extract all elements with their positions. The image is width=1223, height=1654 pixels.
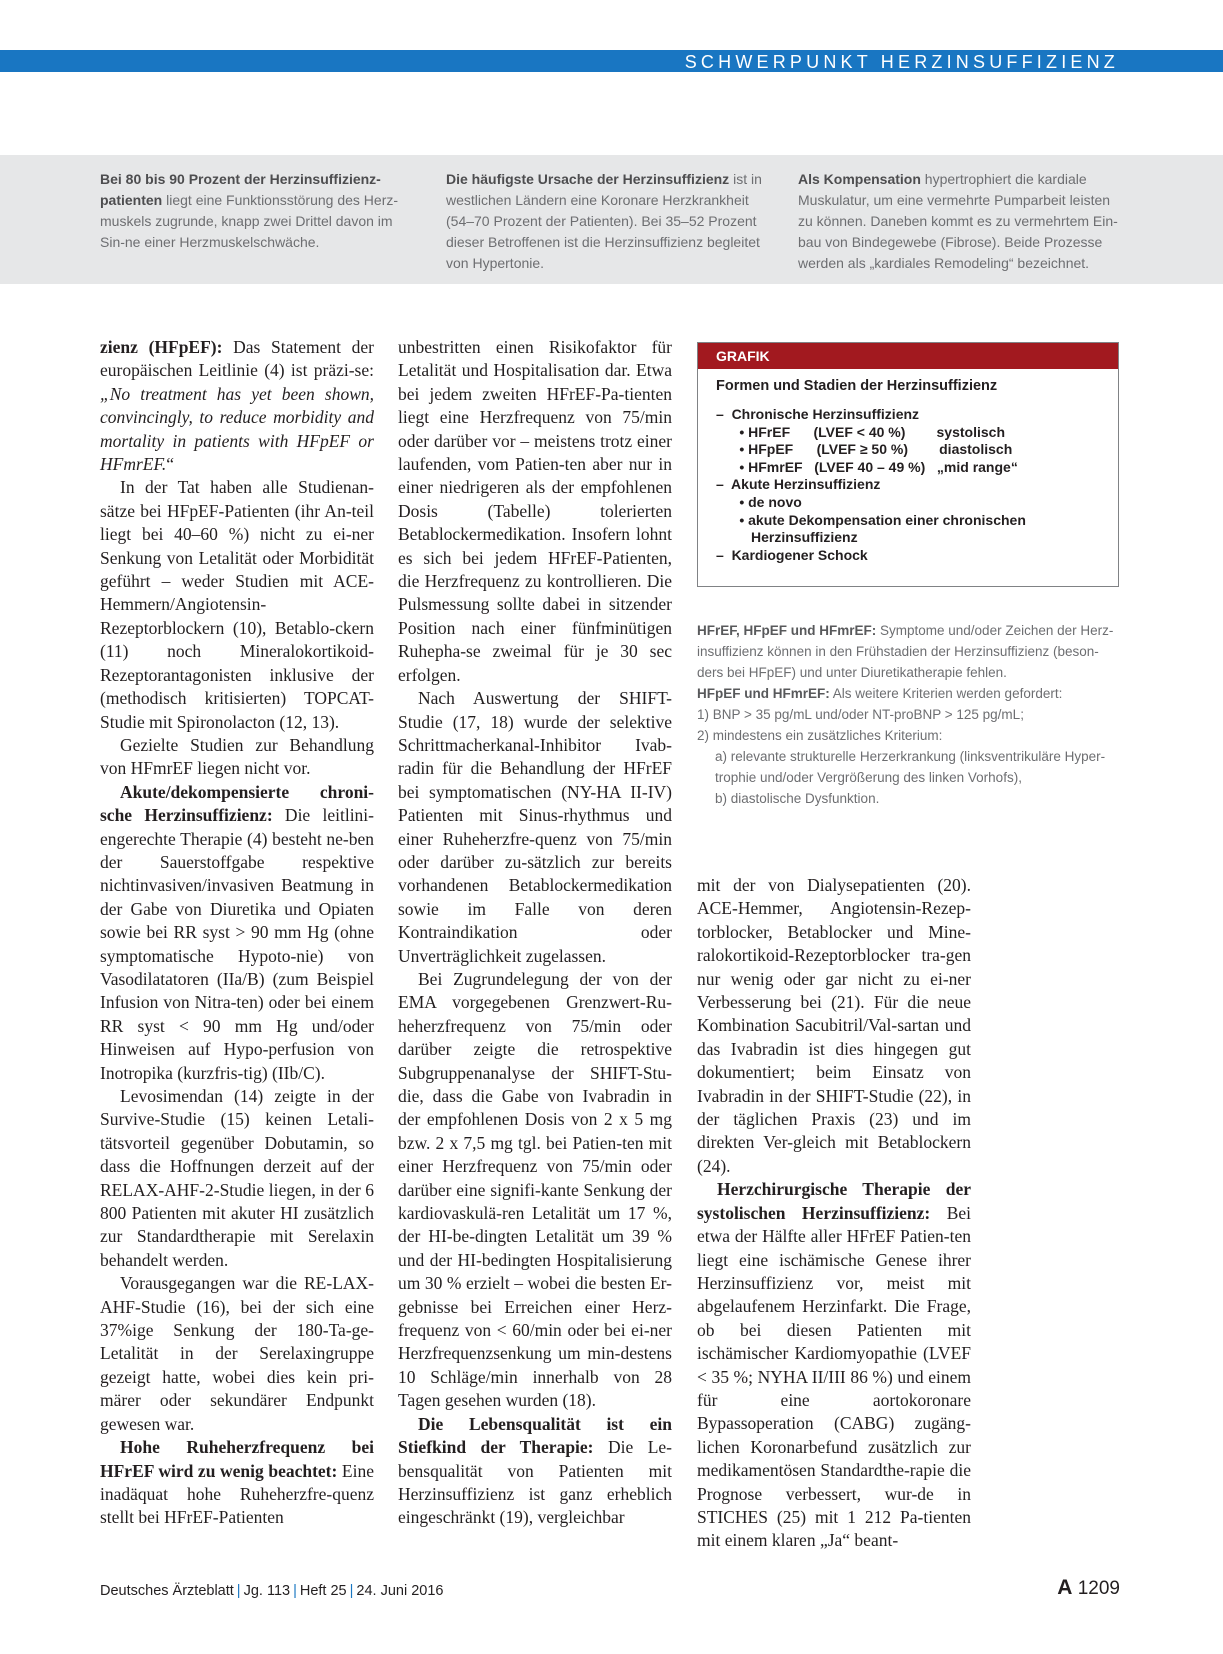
date: 24. Juni 2016 (356, 1583, 444, 1599)
info-box-2-bold: Die häufigste Ursache der Herzinsuffizienz (446, 171, 730, 187)
page-value: 1209 (1077, 1578, 1120, 1599)
quote: „No treatment has yet been shown, convincingly, to reduce morbidity and mortality in patients with HFpEF or HFmrEF. (100, 383, 374, 475)
issue: Heft 25 (299, 1583, 347, 1599)
info-box-2-text: ist in westlichen Ländern eine Koronare Herzkrankheit (54–70 Prozent der Patienten). Bei 35–52 Prozent dieser Betroffenen ist die Herzinsuffizienz begleitet von Hypertonie. (446, 171, 762, 271)
grafik-list-item: Herzinsuffizienz (716, 529, 858, 546)
info-box-column-1 (100, 169, 400, 253)
info-box-1-text: liegt eine Funktionsstörung des Herz-muskels zugrunde, knapp zwei Drittel davon im Sin-ne einer Herzmuskelschwäche. (100, 192, 399, 250)
grafik-list-item: – Kardiogener Schock (716, 546, 868, 563)
page-prefix: A (1057, 1576, 1073, 1599)
paragraph: mit der von Dialysepatienten (20). ACE-Hemmer, Angiotensin-Rezep-torblocker, Betablocker und Mine-ralokortikoid-Rezeptorblocker tra-gen nur wenig oder gar nicht zu ei-ner Verbesserung bei (21). Für die neue Kombination Sacubitril/Val-sartan und das Ivabradin ist dies hingegen gut dokumentiert; beim Einsatz von Ivabradin in der SHIFT-Studie (22), in der täglichen Praxis (23) und im direkten Ver-gleich mit Betablockern (24). (697, 875, 971, 1176)
paragraph (100, 781, 374, 1085)
footer-separator: | (293, 1583, 297, 1599)
grafik-notes (697, 620, 1119, 809)
info-box-3-text: hypertrophiert die kardiale Muskulatur, um eine vermehrte Pumparbeit leisten zu können. Daneben kommt es zu vermehrtem Ein-bau von Bindegewebe (Fibrose). Beide Prozesse werden als „kardiales Remodeling“ bezeichnet. (798, 171, 1118, 271)
paragraph: Vorausgegangen war die RE-LAX-AHF-Studie (16), bei der sich eine 37%ige Senkung der 180-Ta-ge-Letalität in der Serelaxingruppe gezeigt hatte, wobei dies kein pri-märer oder sekundärer Endpunkt gewesen war. (100, 1273, 374, 1434)
paragraph: Nach Auswertung der SHIFT-Studie (17, 18) wurde der selektive Schrittmacherkanal-Inhibitor Ivab-radin für die Behandlung der HFrEF bei symptomatischen (NY-HA II-IV) Patienten mit Sinus-rhythmus und einer Ruheherzfre-quenz von 75/min oder darüber zu-sätzlich zur bereits vorhandenen Betablockermedikation sowie im Falle von deren Kontraindikation oder Unverträglichkeit zugelassen. (398, 688, 672, 966)
paragraph (697, 1178, 971, 1553)
quote-end: “ (166, 454, 175, 475)
run-in-heading: zienz (HFpEF): (100, 337, 223, 357)
grafik-list-item: • HFpEF (LVEF ≥ 50 %) diastolisch (716, 441, 1013, 458)
grafik-box (697, 342, 1119, 587)
section-header-bar (0, 50, 1223, 72)
run-in-heading: Hohe Ruheherzfrequenz bei HFrEF wird zu wenig beachtet: (100, 1437, 374, 1481)
note-text: Symptome und/oder Zeichen der Herz-insuffizienz können in den Frühstadien der Herzinsuffizienz (beson-ders bei HFpEF) und unter Diuretikatherapie fehlen. (697, 623, 1114, 680)
grafik-list-item: • de novo (716, 493, 802, 510)
paragraph-text: Bei etwa der Hälfte aller HFrEF Patien-ten liegt eine ischämische Genese ihrer Herzinsuffizienz vor, meist mit abgelaufenem Herzinfarkt. Die Frage, ob bei diesen Patienten mit ischämischer Kardiomyopathie (LVEF < 35 %; NYHA II/III 86 %) und einem für eine aortokoronare Bypassoperation (CABG) zugäng-lichen Koronarbefund zusätzlich zur medikamentösen Standardthe-rapie die Prognose verbessert, wur-de in STICHES (25) mit 1 212 Pa-tienten mit einem klaren „Ja“ beant- (697, 1202, 971, 1551)
grafik-list-item: – Chronische Herzinsuffizienz (716, 406, 920, 422)
grafik-list-item: • HFrEF (LVEF < 40 %) systolisch (716, 423, 1005, 440)
section-title: SCHWERPUNKT HERZINSUFFIZIENZ (684, 52, 1119, 72)
text-column-2 (398, 336, 672, 1530)
grafik-list-item: • akute Dekompensation einer chronischen (716, 511, 1026, 528)
paragraph-text: Eine inadäquat hohe Ruheherzfre-quenz stellt bei HFrEF-Patienten (100, 1460, 374, 1528)
text-column-1 (100, 336, 374, 1530)
volume: Jg. 113 (243, 1583, 291, 1599)
info-box-column-2 (446, 169, 764, 274)
grafik-list-item: – Akute Herzinsuffizienz (716, 476, 881, 493)
paragraph (100, 336, 374, 476)
text-column-3 (697, 874, 971, 1553)
paragraph-text: Die leitlini-engerechte Therapie (4) besteht ne-ben der Sauerstoffgabe respektive nichtinvasiven/invasiven Beatmung in der Gabe von Diuretika und Opiaten sowie bei RR syst > 90 mm Hg (ohne symptomatische Hypoto-nie) von Vasodilatatoren (IIa/B) (zum Beispiel Infusion von Nitra-ten) oder bei einem RR syst < 90 mm Hg und/oder Hinweisen auf Hypo-perfusion von Inotropika (kurzfris-tig) (IIb/C). (100, 805, 374, 1083)
info-box-3-bold: Als Kompensation (798, 171, 921, 187)
paragraph-text: Das Statement der europäischen Leitlinie (4) ist präzi-se: (100, 337, 375, 381)
footer-separator: | (349, 1583, 354, 1599)
grafik-header: GRAFIK (698, 343, 1118, 369)
note: 2) mindestens ein zusätzliches Kriterium: (697, 728, 943, 743)
paragraph-text: Die Le-bensqualität von Patienten mit Herzinsuffizienz ist ganz erheblich eingeschränkt (19), vergleichbar (398, 1437, 672, 1528)
paragraph: Gezielte Studien zur Behandlung von HFmrEF liegen nicht vor. (100, 734, 374, 779)
paragraph (100, 1436, 374, 1530)
paragraph: Bei Zugrundelegung der von der EMA vorgegebenen Grenzwert-Ru-heherzfrequenz von 75/min oder darüber zeigte die retrospektive Subgruppenanalyse der SHIFT-Stu-die, dass die Gabe von Ivabradin in der empfohlenen Dosis von 2 x 5 mg bzw. 2 x 7,5 mg tgl. bei Patien-ten mit einer Herzfrequenz von 75/min oder darüber eine signifi-kante Senkung der kardiovaskulä-ren Letalität um 17 %, der HI-be-dingten Letalität um 39 % und der HI-bedingten Hospitalisierung um 30 % erzielt – wobei die besten Er-gebnisse bei Erreichen einer Herz-frequenz von < 60/min oder bei ei-ner Herzfrequenzsenkung um min-destens 10 Schläge/min innerhalb von 28 Tagen gesehen wurden (18). (398, 968, 672, 1411)
run-in-heading: Herzchirurgische Therapie der systolischen Herzinsuffizienz: (697, 1179, 971, 1223)
run-in-heading: Akute/dekompensierte chroni-sche Herzinsuffizienz: (100, 781, 374, 826)
footer-separator: | (236, 1583, 241, 1599)
info-box-column-3 (798, 169, 1120, 274)
paragraph: Levosimendan (14) zeigte in der Survive-Studie (15) keinen Letali-tätsvorteil gegenüber Dobutamin, so dass die Hoffnungen derzeit auf der RELAX-AHF-2-Studie liegen, in der 6 800 Patienten mit akuter HI zusätzlich zur Standardtherapie mit Serelaxin behandelt werden. (100, 1086, 374, 1270)
grafik-list (698, 394, 1118, 564)
page-number (1057, 1576, 1120, 1600)
note-label: HFrEF, HFpEF und HFmrEF: (697, 623, 877, 638)
run-in-heading: Die Lebensqualität ist ein Stiefkind der Therapie: (398, 1413, 672, 1458)
note (697, 620, 1119, 683)
grafik-title: Formen und Stadien der Herzinsuffizienz (716, 378, 998, 394)
note-label: HFpEF und HFmrEF: (697, 686, 830, 701)
paragraph (398, 1413, 672, 1530)
note-text: Als weitere Kriterien werden gefordert: (829, 686, 1063, 701)
note: 1) BNP > 35 pg/mL und/oder NT-proBNP > 125 pg/mL; (697, 707, 1024, 722)
journal-name: Deutsches Ärzteblatt (100, 1583, 234, 1599)
footer (100, 1583, 443, 1599)
grafik-list-item: • HFmrEF (LVEF 40 – 49 %) „mid range“ (716, 458, 1018, 475)
note: a) relevante strukturelle Herzerkrankung (linksventrikuläre Hyper-trophie und/oder Vergrößerung des linken Vorhofs), (715, 749, 1106, 785)
note: b) diastolische Dysfunktion. (715, 791, 880, 806)
note (697, 683, 1119, 704)
info-box-1-bold: Bei 80 bis 90 Prozent der Herzinsuffizienz-patienten (100, 171, 381, 208)
paragraph: unbestritten einen Risikofaktor für Letalität und Hospitalisation dar. Etwa bei jedem zweiten HFrEF-Pa-tienten liegt eine Herzfrequenz von 75/min oder darüber vor – meistens trotz einer laufenden, vom Patien-ten aber nur in einer niedrigeren als der empfohlenen Dosis (Tabelle) tolerierten Betablockermedikation. Insofern lohnt es sich bei jedem HFrEF-Patienten, die Herzfrequenz zu kontrollieren. Die Pulsmessung sollte dabei in sitzender Position nach einer fünfminütigen Ruhepha-se zweimal für je 30 sec erfolgen. (398, 337, 672, 685)
paragraph: In der Tat haben alle Studienan-sätze bei HFpEF-Patienten (ihr An-teil liegt bei 40–60 %) nicht zu ei-ner Senkung von Letalität oder Morbidität geführt – weder Studien mit ACE-Hemmern/Angiotensin-Rezeptorblockern (10), Betablo-ckern (11) noch Mineralokortikoid-Rezeptorantagonisten inklusive der (methodisch kritisierten) TOPCAT-Studie mit Spironolacton (12, 13). (100, 477, 374, 732)
